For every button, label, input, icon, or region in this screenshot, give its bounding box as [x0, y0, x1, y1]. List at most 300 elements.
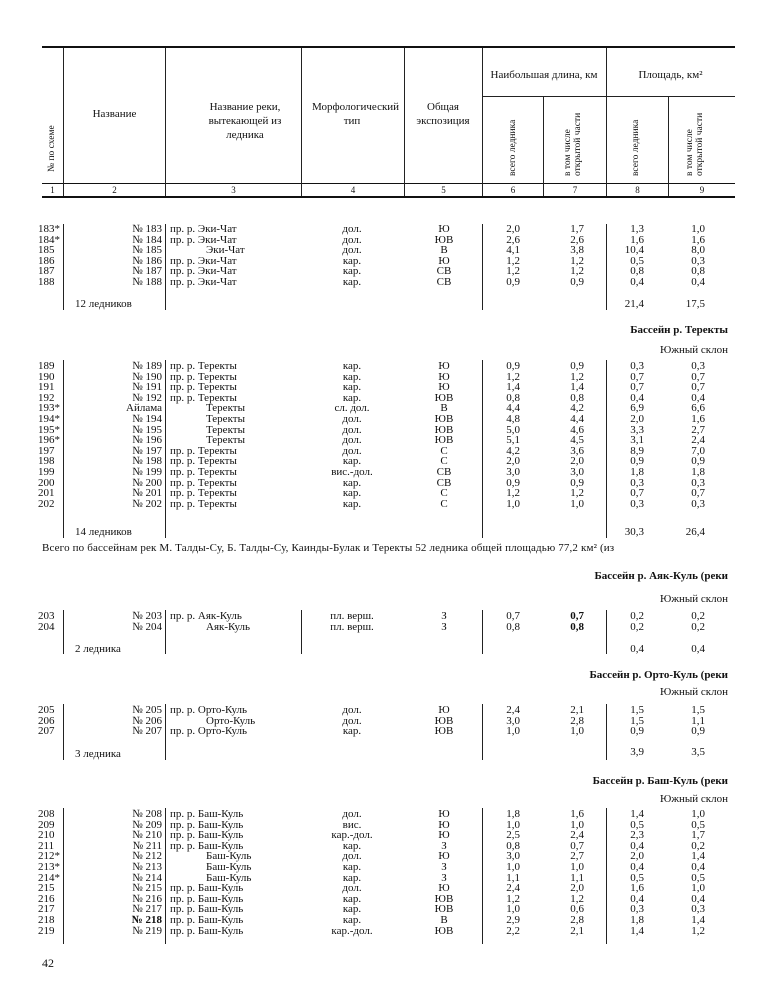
group-total-area: 3,9: [630, 746, 644, 758]
glacier-name: № 209: [132, 818, 162, 831]
area-open: 1,7: [691, 829, 705, 842]
length-open: 4,2: [570, 402, 584, 415]
length-open: 2,8: [570, 914, 584, 926]
morph-type: кар.: [342, 487, 362, 500]
column-number: 2: [112, 185, 117, 195]
river-name: пр. р. Эки-Чат: [170, 265, 237, 278]
glacier-name: № 183: [132, 223, 162, 235]
table-row: [0, 851, 775, 862]
scheme-number: 194*: [38, 413, 60, 425]
section-title: Бассейн р. Теректы: [630, 324, 728, 336]
table-row: [0, 245, 775, 256]
area-total: 0,4: [630, 839, 644, 852]
area-open: 2,7: [691, 423, 705, 436]
length-open: 1,2: [570, 265, 584, 278]
area-open: 1,0: [691, 882, 705, 895]
scheme-number: 206: [38, 714, 55, 727]
table-row: [0, 372, 775, 383]
scheme-number: 207: [38, 725, 55, 738]
length-total: 1,8: [506, 808, 520, 820]
morph-type: кар.: [342, 370, 362, 383]
length-total: 3,0: [506, 850, 520, 863]
river-name: пр. р. Теректы: [170, 391, 237, 404]
table-row: [0, 841, 775, 852]
length-total: 4,4: [506, 402, 520, 415]
river-name: пр. р. Баш-Куль: [170, 829, 244, 842]
morph-type: кар.: [342, 254, 362, 267]
scheme-number: 196*: [38, 434, 60, 447]
glacier-name: № 205: [132, 704, 162, 716]
river-name: пр. р. Эки-Чат: [170, 223, 237, 235]
length-total: 3,0: [506, 466, 520, 478]
table-row: [0, 726, 775, 737]
length-total: 4,8: [506, 413, 520, 425]
table-row: [0, 446, 775, 457]
glacier-name: № 212: [132, 850, 162, 863]
scheme-number: 209: [38, 818, 55, 831]
table-row: [0, 809, 775, 820]
length-open: 0,6: [570, 903, 584, 916]
length-open: 1,0: [570, 818, 584, 831]
river-name: пр. р. Баш-Куль: [170, 818, 244, 831]
glacier-name: № 215: [132, 882, 162, 895]
length-open: 2,0: [570, 455, 584, 468]
scheme-number: 185: [38, 244, 55, 257]
morph-type: кар.-дол.: [331, 924, 373, 937]
river-name: Теректы: [206, 413, 245, 425]
area-open: 0,7: [691, 381, 705, 394]
scheme-number: 204: [38, 620, 55, 633]
length-total: 1,2: [506, 265, 520, 278]
exposure: Ю: [438, 818, 450, 831]
scheme-number: 192: [38, 391, 55, 404]
river-name: Орто-Куль: [206, 714, 256, 727]
scheme-number: 215: [38, 882, 55, 895]
area-total: 0,4: [630, 391, 644, 404]
length-total: 2,0: [506, 455, 520, 468]
area-open: 0,4: [691, 861, 705, 873]
length-total: 0,9: [506, 360, 520, 372]
morph-type: кар.: [342, 276, 362, 288]
length-total: 1,1: [506, 871, 520, 884]
morph-type: дол.: [342, 714, 362, 727]
exposure: Ю: [438, 223, 450, 235]
exposure: С: [440, 444, 448, 457]
area-total: 0,3: [630, 476, 644, 489]
morph-type: кар.: [342, 497, 362, 510]
col6-header: всего ледника: [508, 119, 518, 176]
length-total: 1,0: [506, 903, 520, 916]
area-open: 0,3: [691, 476, 705, 489]
length-open: 0,8: [570, 391, 584, 404]
morph-type: дол.: [342, 233, 362, 246]
section-title: Бассейн р. Орто-Куль (реки: [589, 669, 728, 681]
area-total: 0,4: [630, 892, 644, 905]
morph-type: вис.-дол.: [331, 466, 373, 478]
exposure: Ю: [438, 704, 450, 716]
header-divider: [165, 48, 166, 196]
area-total: 1,5: [630, 704, 644, 716]
morph-type: кар.: [342, 476, 362, 489]
exposure: ЮВ: [434, 725, 454, 738]
length-open: 2,0: [570, 882, 584, 895]
morph-type: дол.: [342, 413, 362, 425]
glacier-name: № 213: [132, 861, 162, 873]
length-open: 3,0: [570, 466, 584, 478]
river-name: пр. р. Теректы: [170, 370, 237, 383]
area-open: 1,2: [691, 924, 705, 937]
scheme-number: 211: [38, 839, 55, 852]
length-open: 2,1: [570, 704, 584, 716]
area-open: 6,6: [691, 402, 705, 415]
exposure: З: [441, 871, 447, 884]
glacier-name: № 200: [132, 476, 162, 489]
scheme-number: 190: [38, 370, 55, 383]
river-name: Баш-Куль: [206, 850, 252, 863]
area-open: 0,4: [691, 276, 705, 288]
area-total: 1,4: [630, 808, 644, 820]
slope-label: Южный склон: [659, 344, 728, 356]
scheme-number: 212*: [38, 850, 60, 863]
scheme-number: 184*: [38, 233, 60, 246]
glacier-name: № 207: [132, 725, 162, 738]
river-name: пр. р. Эки-Чат: [170, 254, 237, 267]
group-total-label: 12 ледников: [75, 298, 132, 310]
glacier-name: № 199: [132, 466, 162, 478]
area-open: 8,0: [691, 244, 705, 257]
scheme-number: 210: [38, 829, 55, 842]
col8-header: всего ледника: [631, 119, 641, 176]
area-open: 1,6: [691, 413, 705, 425]
river-name: пр. р. Баш-Куль: [170, 903, 244, 916]
exposure: В: [440, 244, 448, 257]
area-total: 10,4: [624, 244, 644, 257]
summary-line: Всего по бассейнам рек М. Талды-Су, Б. Талды-Су, Каинды-Булак и Теректы 52 ледника общей площадью 77,2 км² (из: [42, 542, 615, 554]
group-total-label: 14 ледников: [75, 526, 132, 538]
table-row: [0, 456, 775, 467]
length-total: 1,0: [506, 818, 520, 831]
exposure: В: [440, 914, 448, 926]
length-total: 4,2: [506, 444, 520, 457]
river-name: пр. р. Баш-Куль: [170, 914, 244, 926]
length-open: 1,2: [570, 892, 584, 905]
length-total: 2,2: [506, 924, 520, 937]
length-total: 1,0: [506, 725, 520, 738]
area-open: 0,4: [691, 892, 705, 905]
group-total-open-area: 3,5: [691, 746, 705, 758]
area-total: 1,4: [630, 924, 644, 937]
col2-header: Название: [92, 108, 137, 120]
morph-type: сл. дол.: [334, 402, 370, 415]
area-total: 0,8: [630, 265, 644, 278]
glacier-name: № 218: [131, 914, 162, 926]
morph-type: дол.: [342, 434, 362, 447]
length-total: 2,4: [506, 704, 520, 716]
exposure: Ю: [438, 829, 450, 842]
river-name: пр. р. Баш-Куль: [170, 882, 244, 895]
scheme-number: 183*: [38, 223, 60, 235]
group-total-area: 21,4: [624, 298, 644, 310]
group-total-area: 30,3: [624, 526, 644, 538]
length-open: 0,7: [570, 610, 584, 622]
length-total: 1,2: [506, 254, 520, 267]
table-row: [0, 235, 775, 246]
area-open: 0,2: [691, 610, 705, 622]
table-row: [0, 277, 775, 288]
table-row: [0, 478, 775, 489]
length-open: 2,6: [570, 233, 584, 246]
length-total: 0,7: [506, 610, 520, 622]
scheme-number: 208: [38, 808, 55, 820]
glacier-name: № 192: [132, 391, 162, 404]
glacier-name: № 210: [132, 829, 162, 842]
area-total: 0,3: [630, 497, 644, 510]
area-open: 1,6: [691, 233, 705, 246]
river-name: Теректы: [206, 423, 245, 436]
exposure: Ю: [438, 360, 450, 372]
table-row: [0, 915, 775, 926]
scheme-number: 217: [38, 903, 55, 916]
glacier-name: № 189: [132, 360, 162, 372]
length-total: 2,9: [506, 914, 520, 926]
exposure: С: [440, 497, 448, 510]
area-total: 0,5: [630, 818, 644, 831]
glacier-name: № 188: [132, 276, 162, 288]
river-name: пр. р. Теректы: [170, 466, 237, 478]
area-total: 0,5: [630, 871, 644, 884]
table-row: [0, 361, 775, 372]
area-open: 0,9: [691, 725, 705, 738]
morph-type: кар.: [342, 265, 362, 278]
length-total: 0,9: [506, 276, 520, 288]
exposure: СВ: [436, 466, 452, 478]
area-total: 0,9: [630, 455, 644, 468]
morph-type: кар.: [342, 892, 362, 905]
river-name: Аяк-Куль: [206, 620, 251, 633]
glacier-name: № 202: [132, 497, 162, 510]
area-total: 1,5: [630, 714, 644, 727]
exposure: С: [440, 487, 448, 500]
scheme-number: 186: [38, 254, 55, 267]
river-name: пр. р. Теректы: [170, 360, 237, 372]
glacier-name: № 194: [132, 413, 162, 425]
slope-label: Южный склон: [659, 793, 728, 805]
slope-label: Южный склон: [659, 593, 728, 605]
length-total: 2,0: [506, 223, 520, 235]
exposure: Ю: [438, 381, 450, 394]
morph-type: кар.: [342, 455, 362, 468]
morph-type: дол.: [342, 808, 362, 820]
length-open: 2,1: [570, 924, 584, 937]
area-total: 0,7: [630, 487, 644, 500]
area-open: 0,3: [691, 360, 705, 372]
header-numbers-rule: [42, 183, 735, 184]
header-divider: [668, 96, 669, 196]
exposure: С: [440, 455, 448, 468]
col1-header: № по схеме: [47, 125, 57, 172]
length-open: 0,9: [570, 276, 584, 288]
morph-type: дол.: [342, 882, 362, 895]
area-total: 0,2: [630, 610, 644, 622]
table-row: [0, 382, 775, 393]
scheme-number: 188: [38, 276, 55, 288]
area-group-header: Площадь, км²: [638, 69, 703, 81]
scheme-number: 200: [38, 476, 55, 489]
column-number: 7: [572, 185, 578, 195]
area-open: 0,3: [691, 903, 705, 916]
length-total: 1,2: [506, 892, 520, 905]
length-open: 0,7: [570, 839, 584, 852]
river-name: пр. р. Эки-Чат: [170, 276, 237, 288]
area-open: 1,8: [691, 466, 705, 478]
exposure: ЮВ: [434, 391, 454, 404]
exposure: СВ: [436, 276, 452, 288]
glacier-name: № 198: [132, 455, 162, 468]
table-row: [0, 873, 775, 884]
scheme-number: 191: [38, 381, 55, 394]
length-open: 3,8: [570, 244, 584, 257]
glacier-name: Айлама: [126, 402, 162, 415]
table-row: [0, 820, 775, 831]
river-name: пр. р. Баш-Куль: [170, 892, 244, 905]
area-open: 0,9: [691, 455, 705, 468]
glacier-name: № 206: [132, 714, 162, 727]
table-row: [0, 256, 775, 267]
scheme-number: 195*: [38, 423, 60, 436]
column-number: 6: [510, 185, 516, 195]
morph-type: дол.: [342, 423, 362, 436]
river-name: пр. р. Теректы: [170, 497, 237, 510]
exposure: В: [440, 402, 448, 415]
river-name: пр. р. Теректы: [170, 444, 237, 457]
area-total: 3,3: [630, 423, 644, 436]
exposure: ЮВ: [434, 423, 454, 436]
section-title: Бассейн р. Аяк-Куль (реки: [594, 570, 728, 582]
table-row: [0, 705, 775, 716]
length-open: 4,5: [570, 434, 584, 447]
area-open: 0,3: [691, 497, 705, 510]
table-row: [0, 425, 775, 436]
river-name: пр. р. Теректы: [170, 476, 237, 489]
glacier-name: № 197: [132, 444, 162, 457]
table-row: [0, 403, 775, 414]
length-open: 2,7: [570, 850, 584, 863]
morph-type: дол.: [342, 444, 362, 457]
table-row: [0, 224, 775, 235]
length-open: 2,8: [570, 714, 584, 727]
group-total-label: 3 ледника: [75, 748, 121, 760]
morph-type: кар.: [342, 391, 362, 404]
morph-type: кар.-дол.: [331, 829, 373, 842]
length-total: 1,4: [506, 381, 520, 394]
length-total: 5,1: [506, 434, 520, 447]
scheme-number: 193*: [38, 402, 60, 415]
length-open: 1,6: [570, 808, 584, 820]
area-total: 1,8: [630, 466, 644, 478]
area-open: 0,5: [691, 818, 705, 831]
table-row: [0, 904, 775, 915]
exposure: СВ: [436, 265, 452, 278]
length-open: 4,6: [570, 423, 584, 436]
morph-type: кар.: [342, 914, 362, 926]
length-open: 3,6: [570, 444, 584, 457]
glacier-name: № 187: [132, 265, 162, 278]
morph-type: дол.: [342, 704, 362, 716]
area-open: 0,7: [691, 370, 705, 383]
header-bottom-rule: [42, 196, 735, 198]
exposure: ЮВ: [434, 714, 454, 727]
glacier-name: № 190: [132, 370, 162, 383]
slope-label: Южный склон: [659, 686, 728, 698]
scheme-number: 205: [38, 704, 55, 716]
morph-type: пл. верш.: [330, 620, 374, 633]
river-name: Теректы: [206, 434, 245, 447]
river-name: пр. р. Баш-Куль: [170, 839, 244, 852]
glacier-name: № 208: [132, 808, 162, 820]
river-name: пр. р. Теректы: [170, 487, 237, 500]
exposure: Ю: [438, 808, 450, 820]
table-row: [0, 393, 775, 404]
exposure: Ю: [438, 882, 450, 895]
length-open: 1,0: [570, 725, 584, 738]
scheme-number: 218: [38, 914, 55, 926]
area-total: 2,0: [630, 413, 644, 425]
exposure: Ю: [438, 850, 450, 863]
glacier-name: № 203: [132, 610, 162, 622]
exposure: З: [441, 610, 447, 622]
area-open: 1,4: [691, 914, 705, 926]
area-open: 1,4: [691, 850, 705, 863]
page-number: 42: [42, 956, 54, 970]
river-name: пр. р. Орто-Куль: [170, 704, 248, 716]
glacier-name: № 204: [132, 620, 162, 633]
table-row: [0, 883, 775, 894]
table-row: [0, 488, 775, 499]
table-row: [0, 414, 775, 425]
length-total: 1,2: [506, 487, 520, 500]
morph-type: кар.: [342, 725, 362, 738]
scheme-number: 203: [38, 610, 55, 622]
length-open: 0,9: [570, 360, 584, 372]
area-open: 0,7: [691, 487, 705, 500]
length-total: 0,9: [506, 476, 520, 489]
length-total: 4,1: [506, 244, 520, 257]
morph-type: кар.: [342, 381, 362, 394]
col7-header: в том числе открытой части: [563, 112, 583, 176]
exposure: СВ: [436, 476, 452, 489]
morph-type: кар.: [342, 903, 362, 916]
column-number: 4: [350, 185, 356, 195]
length-total: 2,5: [506, 829, 520, 842]
length-total: 3,0: [506, 714, 520, 727]
length-open: 1,2: [570, 254, 584, 267]
river-name: пр. р. Орто-Куль: [170, 725, 248, 738]
area-open: 0,3: [691, 254, 705, 267]
area-total: 3,1: [630, 434, 644, 447]
scheme-number: 213*: [38, 861, 60, 873]
river-name: Баш-Куль: [206, 861, 252, 873]
exposure: З: [441, 839, 447, 852]
area-open: 1,5: [691, 704, 705, 716]
glacier-name: № 185: [132, 244, 162, 257]
length-open: 0,9: [570, 476, 584, 489]
area-open: 2,4: [691, 434, 705, 447]
column-number: 3: [231, 185, 236, 195]
column-number: 8: [635, 185, 640, 195]
length-total: 1,0: [506, 497, 520, 510]
exposure: ЮВ: [434, 892, 454, 905]
length-open: 1,7: [570, 223, 584, 235]
